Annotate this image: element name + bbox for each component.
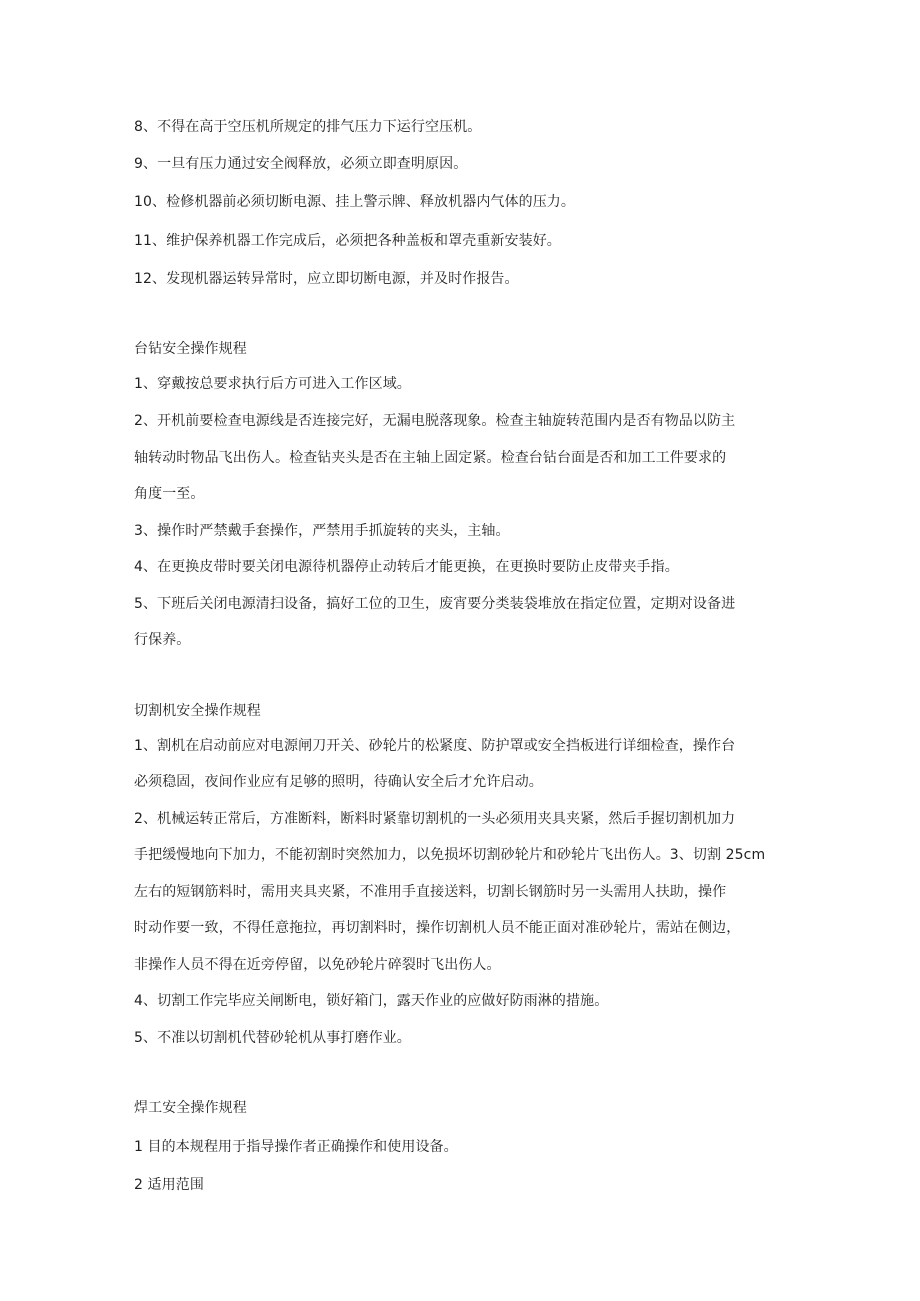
compressor-rule-10: 10、检修机器前必须切断电源、挂上警示牌、释放机器内气体的压力。: [134, 194, 576, 210]
cutter-line: 必须稳固，夜间作业应有足够的照明，待确认安全后才允许启动。: [134, 774, 543, 790]
cutter-section-title: 切割机安全操作规程: [134, 703, 261, 719]
cutter-line: 1、割机在启动前应对电源闸刀开关、砂轮片的松紧度、防护罩或安全挡板进行详细检查，操作台: [134, 738, 736, 754]
welding-section-title: 焊工安全操作规程: [134, 1100, 247, 1116]
drill-line: 行保养。: [134, 632, 191, 648]
drill-line: 角度一至。: [134, 486, 205, 502]
drill-line: 2、开机前要检查电源线是否连接完好，无漏电脱落现象。检查主轴旋转范围内是否有物品以防主: [134, 413, 736, 429]
drill-line: 1、穿戴按总要求执行后方可进入工作区域。: [134, 376, 411, 392]
compressor-rule-8: 8、不得在高于空压机所规定的排气压力下运行空压机。: [134, 119, 482, 135]
drill-line: 4、在更换皮带时要关闭电源待机器停止动转后才能更换，在更换时要防止皮带夹手指。: [134, 559, 679, 575]
drill-line: 5、下班后关闭电源清扫设备，搞好工位的卫生，废宵要分类装袋堆放在指定位置，定期对设备进: [134, 596, 736, 612]
cutter-line: 时动作要一致，不得任意拖拉，再切割料时，操作切割机人员不能正面对准砂轮片，需站在侧边，: [134, 920, 741, 936]
cutter-line: 手把缓慢地向下加力，不能初割时突然加力，以免损坏切割砂轮片和砂轮片飞出伤人。3、切割 25cm: [134, 847, 766, 863]
compressor-rule-9: 9、一旦有压力通过安全阀释放，必须立即查明原因。: [134, 156, 468, 172]
drill-line: 轴转动时物品飞出伤人。检查钻夹头是否在主轴上固定紧。检查台钻台面是否和加工工件要求的: [134, 450, 727, 466]
cutter-line: 4、切割工作完毕应关闸断电，锁好箱门，露天作业的应做好防雨淋的措施。: [134, 993, 609, 1009]
compressor-rule-12: 12、发现机器运转异常时，应立即切断电源，并及时作报告。: [134, 271, 519, 287]
welding-line: 2 适用范围: [134, 1177, 204, 1193]
compressor-rule-11: 11、维护保养机器工作完成后，必须把各种盖板和罩壳重新安装好。: [134, 233, 561, 249]
drill-section-title: 台钻安全操作规程: [134, 341, 247, 357]
cutter-line: 5、不准以切割机代替砂轮机从事打磨作业。: [134, 1030, 411, 1046]
cutter-line: 非操作人员不得在近旁停留，以免砂轮片碎裂时飞出伤人。: [134, 957, 501, 973]
cutter-line: 2、机械运转正常后，方准断料，断料时紧靠切割机的一头必须用夹具夹紧，然后手握切割机加力: [134, 811, 736, 827]
drill-line: 3、操作时严禁戴手套操作，严禁用手抓旋转的夹头，主轴。: [134, 523, 510, 539]
welding-line: 1 目的本规程用于指导操作者正确操作和使用设备。: [134, 1139, 458, 1155]
cutter-line: 左右的短钢筋料时，需用夹具夹紧，不准用手直接送料，切割长钢筋时另一头需用人扶助，操作: [134, 884, 727, 900]
